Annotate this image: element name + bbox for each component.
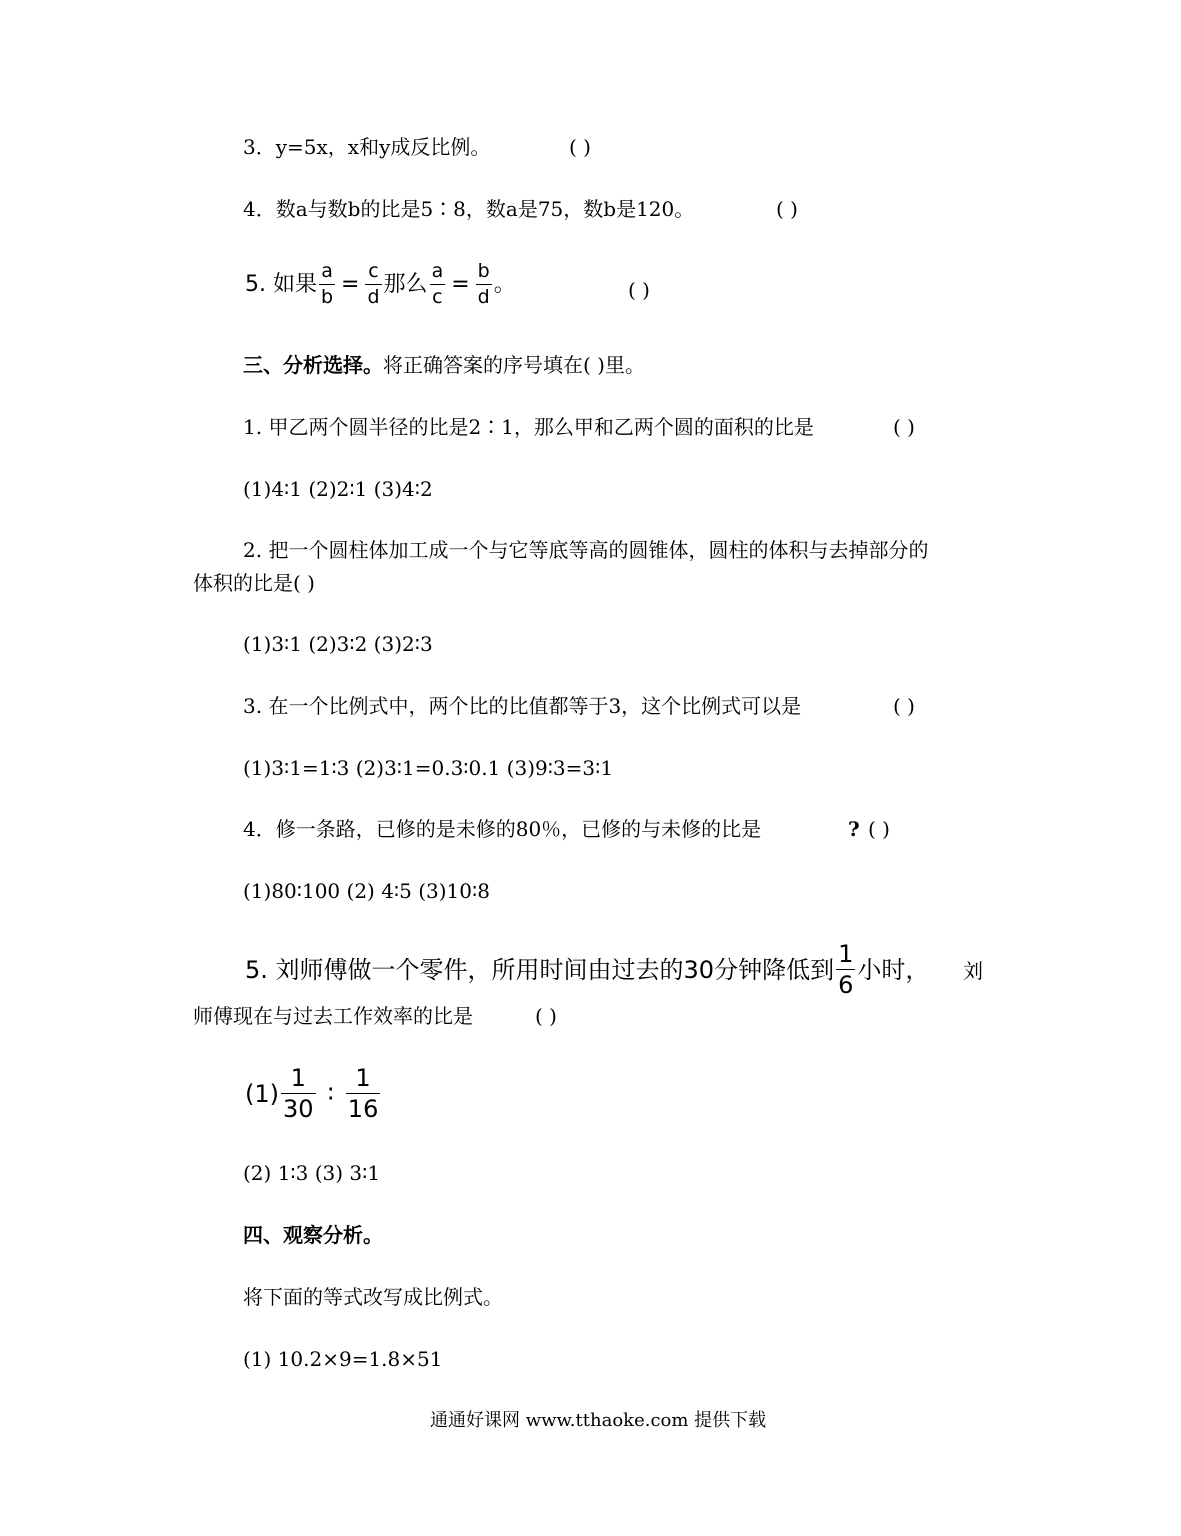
section3-instruction: 将正确答案的序号填在( )里。 <box>383 353 645 377</box>
judge-q3-text: 3．y=5x，x和y成反比例。 <box>243 135 491 159</box>
s3-q5-paren: ( ) <box>535 1004 557 1028</box>
section3-heading: 三、分析选择。 <box>243 353 383 377</box>
section3-heading-line <box>243 355 645 375</box>
s3-q3-paren: ( ) <box>893 694 915 718</box>
s3-q5-option1: (1) $\frac{1}{30}$ ∶ $\frac{1}{16}$ <box>245 1064 379 1123</box>
fraction-a-over-c: $\frac{a}{c}$ <box>431 260 444 308</box>
judge-q3 <box>243 137 490 157</box>
s3-q4-mark: ? <box>848 817 860 841</box>
section4-heading: 四、观察分析。 <box>243 1223 383 1247</box>
s3-q5-options-2-3: (2) 1∶3 (3) 3∶1 <box>243 1161 381 1185</box>
s3-q4-paren: ( ) <box>868 817 890 841</box>
s3-q1: 1. 甲乙两个圆半径的比是2∶1，那么甲和乙两个圆的面积的比是 <box>243 415 814 439</box>
s3-q5-line2: 师傅现在与过去工作效率的比是 <box>193 1004 473 1028</box>
s3-q1-paren: ( ) <box>893 415 915 439</box>
fraction-one-sixteenth: $\frac{1}{16}$ <box>347 1064 379 1123</box>
judge-q4-text: 4．数a与数b的比是5∶8，数a是75，数b是120。 <box>243 197 695 221</box>
judge-q3-paren: ( ) <box>569 135 591 159</box>
section4-instruction: 将下面的等式改写成比例式。 <box>243 1285 503 1309</box>
s3-q1-options: (1)4∶1 (2)2∶1 (3)4∶2 <box>243 477 433 501</box>
fraction-one-sixth: $\frac{1}{6}$ <box>838 940 854 999</box>
s3-q2-options: (1)3∶1 (2)3∶2 (3)2∶3 <box>243 632 433 656</box>
judge-q4-paren: ( ) <box>776 197 798 221</box>
fraction-a-over-b: $\frac{a}{b}$ <box>320 260 334 308</box>
s3-q3-options: (1)3∶1=1∶3 (2)3∶1=0.3∶0.1 (3)9∶3=3∶1 <box>243 756 614 780</box>
fraction-c-over-d: $\frac{c}{d}$ <box>367 260 380 308</box>
s3-q4-options: (1)80∶100 (2) 4∶5 (3)10∶8 <box>243 879 490 903</box>
fraction-one-thirtieth: $\frac{1}{30}$ <box>283 1064 314 1123</box>
section4-item1: (1) 10.2×9=1.8×51 <box>243 1347 443 1371</box>
s3-q5-tail: 刘 <box>963 959 983 983</box>
page-footer: 通通好课网 www.tthaoke.com 提供下载 <box>430 1410 767 1431</box>
s3-q4: 4．修一条路，已修的是未修的80％，已修的与未修的比是 <box>243 817 762 841</box>
judge-q5-paren: ( ) <box>628 278 650 302</box>
s3-q3: 3. 在一个比例式中，两个比的比值都等于3，这个比例式可以是 <box>243 694 802 718</box>
judge-q4 <box>243 199 694 219</box>
s3-q5-line1: 5. 刘师傅做一个零件，所用时间由过去的30分钟降低到 $\frac{1}{6}$ 小时， <box>245 940 930 999</box>
fraction-b-over-d: $\frac{b}{d}$ <box>477 260 490 308</box>
judge-q5: 5. 如果 $\frac{a}{b}$ = $\frac{c}{d}$ 那么 $\frac{a}{c}$ = $\frac{b}{d}$ 。 <box>245 260 516 308</box>
s3-q2-line1: 2. 把一个圆柱体加工成一个与它等底等高的圆锥体，圆柱的体积与去掉部分的 <box>243 538 929 562</box>
s3-q2-line2: 体积的比是( ) <box>193 571 315 595</box>
